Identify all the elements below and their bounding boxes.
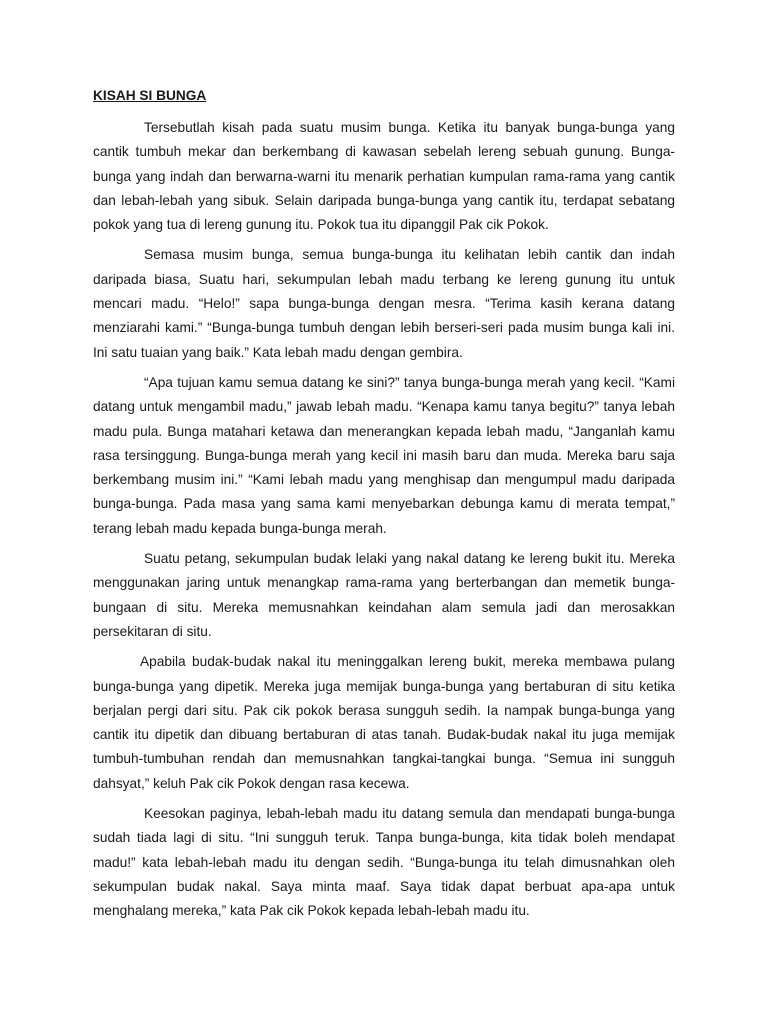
paragraph-1: Tersebutlah kisah pada suatu musim bunga. Ketika itu banyak bunga-bunga yang cantik tumbuh mekar dan berkembang di kawasan sebelah lereng sebuah gunung. Bunga-bunga yang indah dan berwarna-warni itu menarik perhatian kumpulan rama-rama yang cantik dan lebah-lebah yang sibuk. Selain daripada bunga-bunga yang cantik itu, terdapat sebatang pokok yang tua di lereng gunung itu. Pokok tua itu dipanggil Pak cik Pokok.: [93, 120, 675, 233]
document-title: KISAH SI BUNGA: [93, 88, 207, 103]
document-body: [93, 84, 675, 930]
paragraph-2: Semasa musim bunga, semua bunga-bunga itu kelihatan lebih cantik dan indah daripada biasa, Suatu hari, sekumpulan lebah madu terbang ke lereng gunung itu untuk mencari madu. “Helo!” sapa bunga-bunga dengan mesra. “Terima kasih kerana datang menziarahi kami.” “Bunga-bunga tumbuh dengan lebih berseri-seri pada musim bunga kali ini. Ini satu tuaian yang baik.” Kata lebah madu dengan gembira.: [93, 247, 675, 360]
paragraph-4: Suatu petang, sekumpulan budak lelaki yang nakal datang ke lereng bukit itu. Mereka menggunakan jaring untuk menangkap rama-rama yang berterbangan dan memetik bunga-bungaan di situ. Mereka memusnahkan keindahan alam semula jadi dan merosakkan persekitaran di situ.: [93, 551, 675, 639]
paragraph-6: Keesokan paginya, lebah-lebah madu itu datang semula dan mendapati bunga-bunga sudah tiada lagi di situ. “Ini sungguh teruk. Tanpa bunga-bunga, kita tidak boleh mendapat madu!” kata lebah-lebah madu itu dengan sedih. “Bunga-bunga itu telah dimusnahkan oleh sekumpulan budak nakal. Saya minta maaf. Saya tidak dapat berbuat apa-apa untuk menghalang mereka,” kata Pak cik Pokok kepada lebah-lebah madu itu.: [93, 806, 675, 919]
paragraph-3: “Apa tujuan kamu semua datang ke sini?” tanya bunga-bunga merah yang kecil. “Kami datang untuk mengambil madu,” jawab lebah madu. “Kenapa kamu tanya begitu?” tanya lebah madu pula. Bunga matahari ketawa dan menerangkan kepada lebah madu, “Janganlah kamu rasa tersinggung. Bunga-bunga merah yang kecil ini masih baru dan muda. Mereka baru saja berkembang musim ini.” “Kami lebah madu yang menghisap dan mengumpul madu daripada bunga-bunga. Pada masa yang sama kami menyebarkan debunga kamu di merata tempat,” terang lebah madu kepada bunga-bunga merah.: [93, 374, 675, 536]
paragraph-5: Apabila budak-budak nakal itu meninggalkan lereng bukit, mereka membawa pulang bunga-bunga yang dipetik. Mereka juga memijak bunga-bunga yang bertaburan di situ ketika berjalan pergi dari situ. Pak cik pokok berasa sungguh sedih. Ia nampak bunga-bunga yang cantik itu dipetik dan dibuang bertaburan di atas tanah. Budak-budak nakal itu juga memijak tumbuh-tumbuhan rendah dan memusnahkan tangkai-tangkai bunga. “Semua ini sungguh dahsyat,” keluh Pak cik Pokok dengan rasa kecewa.: [93, 654, 675, 791]
